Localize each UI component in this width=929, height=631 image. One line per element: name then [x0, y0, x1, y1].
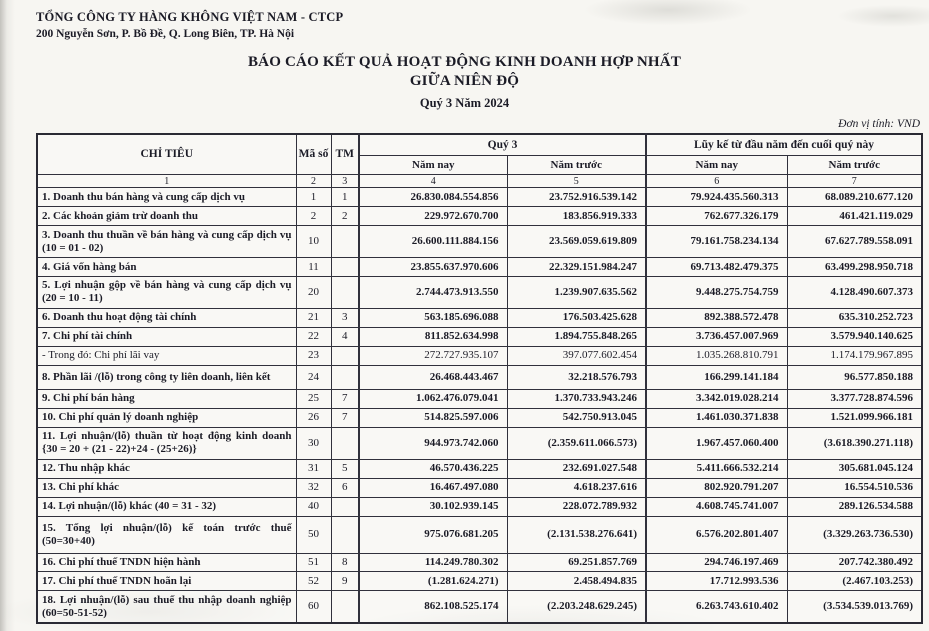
table-row	[37, 346, 922, 365]
row-q3-current-value: 26.600.111.884.156	[359, 226, 507, 258]
row-q3-current-value: 563.185.696.088	[359, 308, 507, 327]
row-ytd-current-value: 892.388.572.478	[646, 308, 787, 327]
row-ytd-current-value: 1.461.030.371.838	[646, 408, 787, 427]
col-header-q3-current: Năm nay	[359, 156, 507, 175]
row-indicator-label: 13. Chi phí khác	[37, 478, 296, 497]
row-ytd-current-value: 9.448.275.754.759	[646, 276, 787, 308]
table-row	[37, 365, 922, 389]
row-code: 30	[296, 427, 331, 459]
row-ytd-prior-value: 3.579.940.140.625	[787, 327, 922, 346]
row-ytd-current-value: 762.677.326.179	[646, 207, 787, 226]
row-note	[331, 427, 359, 459]
unit-note: Đơn vị tính: VND	[838, 118, 920, 131]
colnum-6: 6	[646, 175, 787, 188]
row-note	[331, 516, 359, 553]
row-q3-prior-value: 1.370.733.943.246	[507, 389, 646, 408]
row-q3-current-value: 114.249.780.302	[359, 553, 507, 572]
table-row	[37, 459, 922, 478]
row-q3-prior-value: 397.077.602.454	[507, 346, 646, 365]
table-row	[37, 478, 922, 497]
row-q3-current-value: 975.076.681.205	[359, 516, 507, 553]
row-indicator-label: 11. Lợi nhuận/(lỗ) thuần từ hoạt động kinh doanh {30 = 20 + (21 - 22)+24 - (25+26)}	[37, 427, 296, 459]
row-ytd-current-value: 79.924.435.560.313	[646, 188, 787, 207]
col-header-ytd-prior: Năm trước	[787, 156, 922, 175]
col-header-indicator: CHỈ TIÊU	[37, 134, 296, 175]
row-ytd-current-value: 6.576.202.801.407	[646, 516, 787, 553]
colnum-1: 1	[37, 175, 296, 188]
row-q3-current-value: 46.570.436.225	[359, 459, 507, 478]
row-note	[331, 497, 359, 516]
row-ytd-current-value: 79.161.758.234.134	[646, 226, 787, 258]
row-q3-prior-value: 22.329.151.984.247	[507, 258, 646, 277]
header-group-row	[37, 134, 922, 156]
row-q3-prior-value: 32.218.576.793	[507, 365, 646, 389]
row-ytd-prior-value: 1.521.099.966.181	[787, 408, 922, 427]
row-note	[331, 365, 359, 389]
row-code: 23	[296, 346, 331, 365]
row-note: 1	[331, 188, 359, 207]
row-ytd-prior-value: 635.310.252.723	[787, 308, 922, 327]
row-code: 31	[296, 459, 331, 478]
row-indicator-label: 7. Chi phí tài chính	[37, 327, 296, 346]
row-note	[331, 258, 359, 277]
table-row	[37, 327, 922, 346]
row-ytd-prior-value: 96.577.850.188	[787, 365, 922, 389]
row-q3-current-value: 944.973.742.060	[359, 427, 507, 459]
row-note: 8	[331, 553, 359, 572]
row-q3-current-value: 16.467.497.080	[359, 478, 507, 497]
report-subtitle: GIỮA NIÊN ĐỘ	[409, 72, 520, 89]
col-header-q3-prior: Năm trước	[507, 156, 646, 175]
row-indicator-label: 9. Chi phí bán hàng	[37, 389, 296, 408]
table-row	[37, 497, 922, 516]
row-note: 3	[331, 308, 359, 327]
row-ytd-prior-value: 207.742.380.492	[787, 553, 922, 572]
row-ytd-current-value: 1.967.457.060.400	[646, 427, 787, 459]
colnum-5: 5	[507, 175, 646, 188]
row-ytd-current-value: 3.736.457.007.969	[646, 327, 787, 346]
table-row	[37, 226, 922, 258]
row-code: 60	[296, 591, 331, 623]
table-row	[37, 389, 922, 408]
row-indicator-label: 6. Doanh thu hoạt động tài chính	[37, 308, 296, 327]
row-note	[331, 591, 359, 623]
row-indicator-label: 1. Doanh thu bán hàng và cung cấp dịch vụ	[37, 188, 296, 207]
row-code: 50	[296, 516, 331, 553]
colnum-7: 7	[787, 175, 922, 188]
row-ytd-prior-value: 67.627.789.558.091	[787, 226, 922, 258]
row-note: 2	[331, 207, 359, 226]
row-ytd-current-value: 4.608.745.741.007	[646, 497, 787, 516]
row-code: 51	[296, 553, 331, 572]
row-q3-current-value: 811.852.634.998	[359, 327, 507, 346]
table-row	[37, 207, 922, 226]
row-ytd-prior-value: 68.089.210.677.120	[787, 188, 922, 207]
row-q3-prior-value: (2.359.611.066.573)	[507, 427, 646, 459]
row-q3-current-value: 1.062.476.079.041	[359, 389, 507, 408]
row-ytd-current-value: 69.713.482.479.375	[646, 258, 787, 277]
row-q3-current-value: 229.972.670.700	[359, 207, 507, 226]
row-indicator-label: 12. Thu nhập khác	[37, 459, 296, 478]
row-indicator-label: 18. Lợi nhuận/(lỗ) sau thuế thu nhập doanh nghiệp (60=50-51-52)	[37, 591, 296, 623]
colnum-3: 3	[331, 175, 359, 188]
row-indicator-label: 14. Lợi nhuận/(lỗ) khác (40 = 31 - 32)	[37, 497, 296, 516]
row-code: 21	[296, 308, 331, 327]
row-code: 22	[296, 327, 331, 346]
row-indicator-label: 2. Các khoản giảm trừ doanh thu	[37, 207, 296, 226]
row-q3-current-value: 26.468.443.467	[359, 365, 507, 389]
row-indicator-label: - Trong đó: Chi phí lãi vay	[37, 346, 296, 365]
table-row	[37, 516, 922, 553]
row-code: 32	[296, 478, 331, 497]
row-ytd-current-value: 166.299.141.184	[646, 365, 787, 389]
table-row	[37, 276, 922, 308]
row-code: 1	[296, 188, 331, 207]
colnum-2: 2	[296, 175, 331, 188]
report-period: Quý 3 Năm 2024	[419, 95, 510, 110]
row-note: 4	[331, 327, 359, 346]
row-code: 52	[296, 572, 331, 591]
row-q3-prior-value: 4.618.237.616	[507, 478, 646, 497]
row-q3-prior-value: 228.072.789.932	[507, 497, 646, 516]
row-indicator-label: 8. Phần lãi /(lỗ) trong công ty liên doanh, liên kết	[37, 365, 296, 389]
row-q3-prior-value: (2.131.538.276.641)	[507, 516, 646, 553]
table-row	[37, 408, 922, 427]
row-ytd-prior-value: 461.421.119.029	[787, 207, 922, 226]
row-ytd-prior-value: 4.128.490.607.373	[787, 276, 922, 308]
row-note	[331, 346, 359, 365]
row-q3-prior-value: 2.458.494.835	[507, 572, 646, 591]
col-group-ytd: Lũy kế từ đầu năm đến cuối quý này	[646, 134, 922, 156]
row-q3-prior-value: 232.691.027.548	[507, 459, 646, 478]
row-code: 11	[296, 258, 331, 277]
table-row	[37, 427, 922, 459]
row-note: 7	[331, 389, 359, 408]
row-indicator-label: 17. Chi phí thuế TNDN hoãn lại	[37, 572, 296, 591]
row-ytd-current-value: 3.342.019.028.214	[646, 389, 787, 408]
row-q3-current-value: 23.855.637.970.606	[359, 258, 507, 277]
row-indicator-label: 16. Chi phí thuế TNDN hiện hành	[37, 553, 296, 572]
row-note: 6	[331, 478, 359, 497]
income-statement-table	[36, 133, 923, 624]
report-title-block	[0, 53, 929, 111]
row-ytd-current-value: 17.712.993.536	[646, 572, 787, 591]
row-q3-prior-value: 1.894.755.848.265	[507, 327, 646, 346]
row-ytd-current-value: 6.263.743.610.402	[646, 591, 787, 623]
row-note: 7	[331, 408, 359, 427]
row-q3-prior-value: (2.203.248.629.245)	[507, 591, 646, 623]
row-ytd-prior-value: 289.126.534.588	[787, 497, 922, 516]
row-ytd-prior-value: (3.618.390.271.118)	[787, 427, 922, 459]
row-ytd-current-value: 5.411.666.532.214	[646, 459, 787, 478]
report-title: BÁO CÁO KẾT QUẢ HOẠT ĐỘNG KINH DOANH HỢP NHẤT	[247, 54, 682, 70]
row-note	[331, 276, 359, 308]
table-row	[37, 572, 922, 591]
company-name: TỔNG CÔNG TY HÀNG KHÔNG VIỆT NAM - CTCP	[36, 10, 344, 24]
row-q3-current-value: 2.744.473.913.550	[359, 276, 507, 308]
col-header-note: TM	[331, 134, 359, 175]
row-ytd-prior-value: (3.329.263.736.530)	[787, 516, 922, 553]
row-code: 20	[296, 276, 331, 308]
row-note	[331, 226, 359, 258]
row-q3-prior-value: 23.569.059.619.809	[507, 226, 646, 258]
row-q3-prior-value: 23.752.916.539.142	[507, 188, 646, 207]
table-row	[37, 258, 922, 277]
row-ytd-prior-value: 63.499.298.950.718	[787, 258, 922, 277]
colnum-4: 4	[359, 175, 507, 188]
row-q3-current-value: 272.727.935.107	[359, 346, 507, 365]
row-code: 10	[296, 226, 331, 258]
row-code: 2	[296, 207, 331, 226]
row-ytd-current-value: 802.920.791.207	[646, 478, 787, 497]
row-ytd-current-value: 1.035.268.810.791	[646, 346, 787, 365]
row-q3-current-value: 862.108.525.174	[359, 591, 507, 623]
col-header-ytd-current: Năm nay	[646, 156, 787, 175]
row-q3-current-value: 514.825.597.006	[359, 408, 507, 427]
row-q3-prior-value: 176.503.425.628	[507, 308, 646, 327]
company-address: 200 Nguyễn Sơn, P. Bồ Đề, Q. Long Biên, TP. Hà Nội	[36, 28, 295, 40]
row-ytd-prior-value: 305.681.045.124	[787, 459, 922, 478]
column-number-row	[37, 175, 922, 188]
row-code: 24	[296, 365, 331, 389]
row-code: 25	[296, 389, 331, 408]
row-ytd-current-value: 294.746.197.469	[646, 553, 787, 572]
col-header-code: Mã số	[296, 134, 331, 175]
row-indicator-label: 10. Chi phí quản lý doanh nghiệp	[37, 408, 296, 427]
row-note: 5	[331, 459, 359, 478]
row-indicator-label: 4. Giá vốn hàng bán	[37, 258, 296, 277]
row-indicator-label: 3. Doanh thu thuần về bán hàng và cung cấp dịch vụ (10 = 01 - 02)	[37, 226, 296, 258]
row-ytd-prior-value: (3.534.539.013.769)	[787, 591, 922, 623]
row-q3-current-value: 26.830.084.554.856	[359, 188, 507, 207]
row-ytd-prior-value: 16.554.510.536	[787, 478, 922, 497]
row-q3-current-value: 30.102.939.145	[359, 497, 507, 516]
row-q3-current-value: (1.281.624.271)	[359, 572, 507, 591]
row-ytd-prior-value: (2.467.103.253)	[787, 572, 922, 591]
row-q3-prior-value: 1.239.907.635.562	[507, 276, 646, 308]
row-ytd-prior-value: 1.174.179.967.895	[787, 346, 922, 365]
letterhead	[0, 0, 929, 40]
row-ytd-prior-value: 3.377.728.874.596	[787, 389, 922, 408]
row-q3-prior-value: 183.856.919.333	[507, 207, 646, 226]
table-row	[37, 591, 922, 623]
row-indicator-label: 15. Tổng lợi nhuận/(lỗ) kế toán trước thuế (50=30+40)	[37, 516, 296, 553]
table-body	[37, 188, 922, 624]
row-indicator-label: 5. Lợi nhuận gộp về bán hàng và cung cấp dịch vụ (20 = 10 - 11)	[37, 276, 296, 308]
table-row	[37, 188, 922, 207]
col-group-quarter: Quý 3	[359, 134, 646, 156]
row-note: 9	[331, 572, 359, 591]
row-code: 40	[296, 497, 331, 516]
table-row	[37, 308, 922, 327]
table-row	[37, 553, 922, 572]
row-q3-prior-value: 542.750.913.045	[507, 408, 646, 427]
row-q3-prior-value: 69.251.857.769	[507, 553, 646, 572]
row-code: 26	[296, 408, 331, 427]
